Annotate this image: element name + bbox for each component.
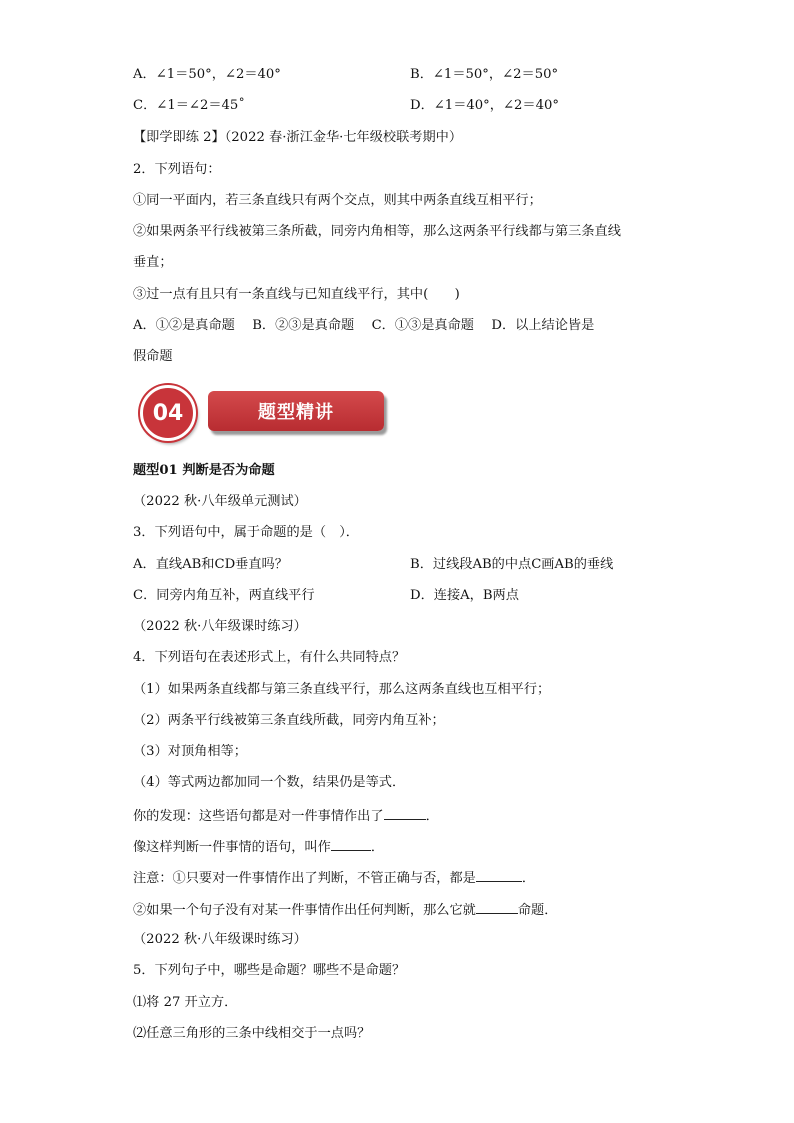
section-title: 题型精讲 — [208, 391, 384, 431]
q5-sentence-2: ⑵任意三角形的三条中线相交于一点吗？ — [133, 1026, 371, 1041]
q4-statement-1: （1）如果两条直线都与第三条直线平行，那么这两条直线也互相平行； — [133, 682, 551, 697]
q4-stem: 4．下列语句在表述形式上，有什么共同特点？ — [133, 650, 406, 665]
q2-statement-2-cont: 垂直； — [133, 255, 173, 270]
q2-options: A．①②是真命题 B．②③是真命题 C．①③是真命题 D．以上结论皆是 — [133, 318, 595, 333]
q3-option-b: B．过线段AB的中点C画AB的垂线 — [410, 557, 614, 572]
q1-option-d: D．∠1＝40°，∠2＝40° — [410, 98, 559, 113]
q4-judgement: 像这样判断一件事情的语句，叫作 ． — [133, 836, 384, 858]
q4-source: （2022 秋·八年级课时练习） — [133, 619, 307, 634]
q4-note-2: ②如果一个句子没有对某一件事情作出任何判断，那么它就 命题． — [133, 899, 557, 921]
q4-note-1: 注意：①只要对一件事情作出了判断，不管正确与否，都是 ． — [133, 867, 535, 889]
q3-source: （2022 秋·八年级单元测试） — [133, 494, 307, 509]
answer-blank[interactable] — [331, 836, 371, 851]
answer-blank[interactable] — [384, 805, 426, 820]
type01-title: 题型01 判断是否为命题 — [133, 463, 275, 478]
q2-statement-1: ①同一平面内，若三条直线只有两个交点，则其中两条直线互相平行； — [133, 193, 542, 208]
answer-blank[interactable] — [476, 899, 518, 914]
q2-statement-2: ②如果两条平行线被第三条所截，同旁内角相等，那么这两条平行线都与第三条直线 — [133, 224, 621, 239]
section-header — [140, 385, 390, 441]
q4-statement-2: （2）两条平行线被第三条直线所截，同旁内角互补； — [133, 713, 445, 728]
q5-sentence-1: ⑴将 27 开立方． — [133, 995, 238, 1010]
section-number-badge: 04 — [140, 385, 196, 441]
q3-option-a: A．直线AB和CD垂直吗？ — [133, 557, 288, 572]
q4-statement-3: （3）对顶角相等； — [133, 744, 247, 759]
q5-stem: 5．下列句子中，哪些是命题？哪些不是命题？ — [133, 963, 406, 978]
q3-stem: 3．下列语句中，属于命题的是（ ）． — [133, 525, 359, 540]
q5-source: （2022 秋·八年级课时练习） — [133, 932, 307, 947]
practice2-header: 【即学即练 2】（2022 春·浙江金华·七年级校联考期中） — [133, 130, 463, 145]
q3-option-d: D．连接A，B两点 — [410, 588, 519, 603]
q1-option-b: B．∠1＝50°，∠2＝50° — [410, 67, 559, 82]
q2-options-cont: 假命题 — [133, 349, 173, 364]
q2-statement-3: ③过一点有且只有一条直线与已知直线平行，其中( ) — [133, 287, 460, 302]
q4-finding: 你的发现：这些语句都是对一件事情作出了 ． — [133, 805, 439, 827]
q3-option-c: C．同旁内角互补，两直线平行 — [133, 588, 315, 603]
q1-option-a: A．∠1＝50°，∠2＝40° — [133, 67, 281, 82]
q2-stem: 2．下列语句： — [133, 162, 221, 177]
answer-blank[interactable] — [476, 867, 522, 882]
q4-statement-4: （4）等式两边都加同一个数，结果仍是等式． — [133, 775, 406, 790]
q1-option-c: C．∠1＝∠2＝45˚ — [133, 98, 245, 113]
